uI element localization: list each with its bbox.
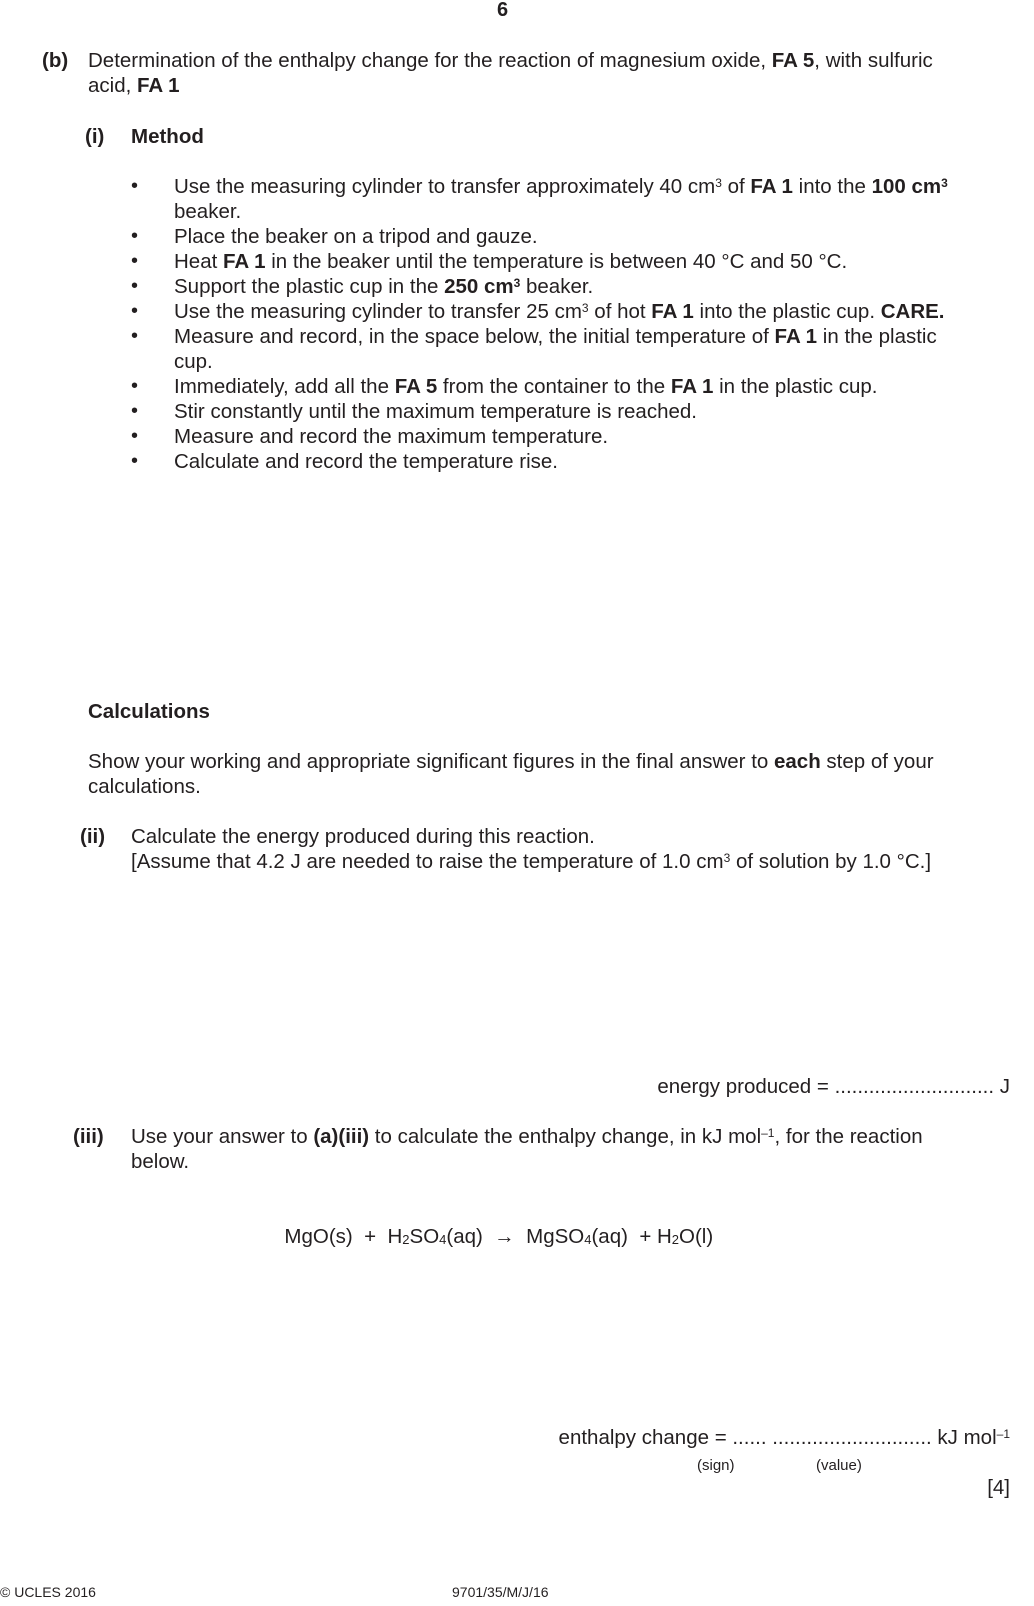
part-i-label: (i)	[85, 125, 105, 148]
bullet-icon: •	[131, 275, 139, 297]
text: Measure and record, in the space below, the initial temperature of	[174, 325, 775, 348]
reaction-equation	[273, 1199, 713, 1249]
page-number: 6	[497, 0, 509, 21]
text: to calculate the enthalpy change, in kJ mol	[369, 1125, 762, 1148]
superscript: –1	[761, 1126, 775, 1140]
superscript: 3	[581, 301, 589, 315]
text: MgO(s) + H	[284, 1225, 403, 1248]
text: in the plastic cup.	[713, 375, 878, 398]
footer-paper-code: 9701/35/M/J/16	[452, 1584, 549, 1600]
text: of hot	[588, 300, 652, 323]
bullet-1-line1	[174, 174, 948, 199]
text: Use the measuring cylinder to transfer approximately 40 cm	[174, 175, 716, 198]
energy-produced-answer-line[interactable]: energy produced = ............................ J	[657, 1075, 1010, 1098]
subscript: 4	[439, 1232, 447, 1247]
text: into the plastic cup.	[693, 300, 881, 323]
part-b-text-1: Determination of the enthalpy change for the reaction of magnesium oxide,	[88, 49, 772, 72]
text: Show your working and appropriate significant figures in the final answer to	[88, 750, 774, 773]
care-warning: CARE.	[880, 300, 945, 323]
text: Heat	[174, 250, 223, 273]
bullet-icon: •	[131, 175, 139, 197]
text: (aq) + H	[591, 1225, 672, 1248]
bullet-1-line2: beaker.	[174, 200, 242, 223]
superscript: –1	[996, 1427, 1010, 1441]
bullet-6-line2: cup.	[174, 350, 213, 373]
fa1: FA 1	[750, 175, 793, 198]
text: of solution by 1.0 °C.]	[730, 850, 932, 873]
superscript: 3	[715, 176, 722, 190]
marks: [4]	[987, 1476, 1010, 1499]
superscript: 3	[941, 176, 948, 190]
beaker-size: 100 cm	[871, 175, 942, 198]
fa1: FA 1	[651, 300, 694, 323]
bullet-icon: •	[131, 375, 139, 397]
bullet-icon: •	[131, 300, 139, 322]
calculations-instruction-line1	[88, 749, 934, 774]
text: enthalpy change = ...... ............................ kJ mol	[558, 1426, 997, 1449]
text: step of your	[820, 750, 934, 773]
superscript: 3	[723, 851, 731, 865]
superscript: 3	[513, 276, 521, 290]
text: Use the measuring cylinder to transfer 25 cm	[174, 300, 582, 323]
beaker-size: 250 cm	[444, 275, 514, 298]
text: into the	[792, 175, 872, 198]
bullet-6-line1	[174, 324, 937, 349]
text: Use your answer to	[131, 1125, 314, 1148]
part-b-label: (b)	[42, 49, 69, 72]
sign-label: (sign)	[697, 1457, 735, 1474]
bullet-icon: •	[131, 250, 139, 272]
part-b-title-line1	[88, 48, 933, 73]
text: , for the reaction	[774, 1125, 923, 1148]
part-b-title-line2	[88, 73, 180, 98]
part-b-text-3: acid,	[88, 74, 137, 97]
footer-copyright: © UCLES 2016	[0, 1584, 96, 1600]
part-iii-line1	[131, 1124, 923, 1149]
method-heading: Method	[131, 125, 204, 148]
bullet-icon: •	[131, 425, 139, 447]
value-label: (value)	[816, 1457, 862, 1474]
subscript: 2	[402, 1232, 410, 1247]
part-iii-line2: below.	[131, 1150, 190, 1173]
bullet-icon: •	[131, 400, 139, 422]
part-ii-line2	[131, 849, 931, 874]
part-b-fa5: FA 5	[771, 49, 815, 72]
part-b-text-2: , with sulfuric	[814, 49, 933, 72]
part-b-fa1: FA 1	[137, 74, 180, 97]
fa1: FA 1	[670, 375, 714, 398]
bullet-10: Calculate and record the temperature rise.	[174, 450, 559, 473]
emphasis: each	[774, 750, 821, 773]
fa5: FA 5	[394, 375, 438, 398]
text: SO	[409, 1225, 440, 1248]
bullet-2: Place the beaker on a tripod and gauze.	[174, 225, 538, 248]
fa1: FA 1	[223, 250, 266, 273]
part-ii-line1: Calculate the energy produced during this reaction.	[131, 825, 595, 848]
bullet-7	[174, 374, 877, 399]
text: O(l)	[679, 1225, 714, 1248]
fa1: FA 1	[774, 325, 818, 348]
text: [Assume that 4.2 J are needed to raise the temperature of 1.0 cm	[131, 850, 724, 873]
enthalpy-change-answer-line[interactable]	[559, 1425, 1010, 1450]
reference: (a)(iii)	[313, 1125, 370, 1148]
text: in the plastic	[817, 325, 937, 348]
text: Support the plastic cup in the	[174, 275, 445, 298]
bullet-4	[174, 274, 593, 299]
subscript: 2	[671, 1232, 680, 1247]
text: of	[721, 175, 751, 198]
bullet-3	[174, 249, 847, 274]
text: in the beaker until the temperature is between 40 °C and 50 °C.	[265, 250, 848, 273]
subscript: 4	[584, 1232, 592, 1247]
bullet-9: Measure and record the maximum temperature.	[174, 425, 609, 448]
calculations-instruction-line2: calculations.	[88, 775, 201, 798]
bullet-5	[174, 299, 945, 324]
text: (aq) → MgSO	[446, 1225, 585, 1248]
text: Immediately, add all the	[174, 375, 395, 398]
bullet-icon: •	[131, 450, 139, 472]
calculations-heading: Calculations	[88, 700, 210, 723]
bullet-icon: •	[131, 325, 139, 347]
part-iii-label: (iii)	[73, 1125, 104, 1148]
text: from the container to the	[437, 375, 671, 398]
part-ii-label: (ii)	[80, 825, 106, 848]
text: beaker.	[520, 275, 594, 298]
bullet-icon: •	[131, 225, 139, 247]
bullet-8: Stir constantly until the maximum temperature is reached.	[174, 400, 697, 423]
